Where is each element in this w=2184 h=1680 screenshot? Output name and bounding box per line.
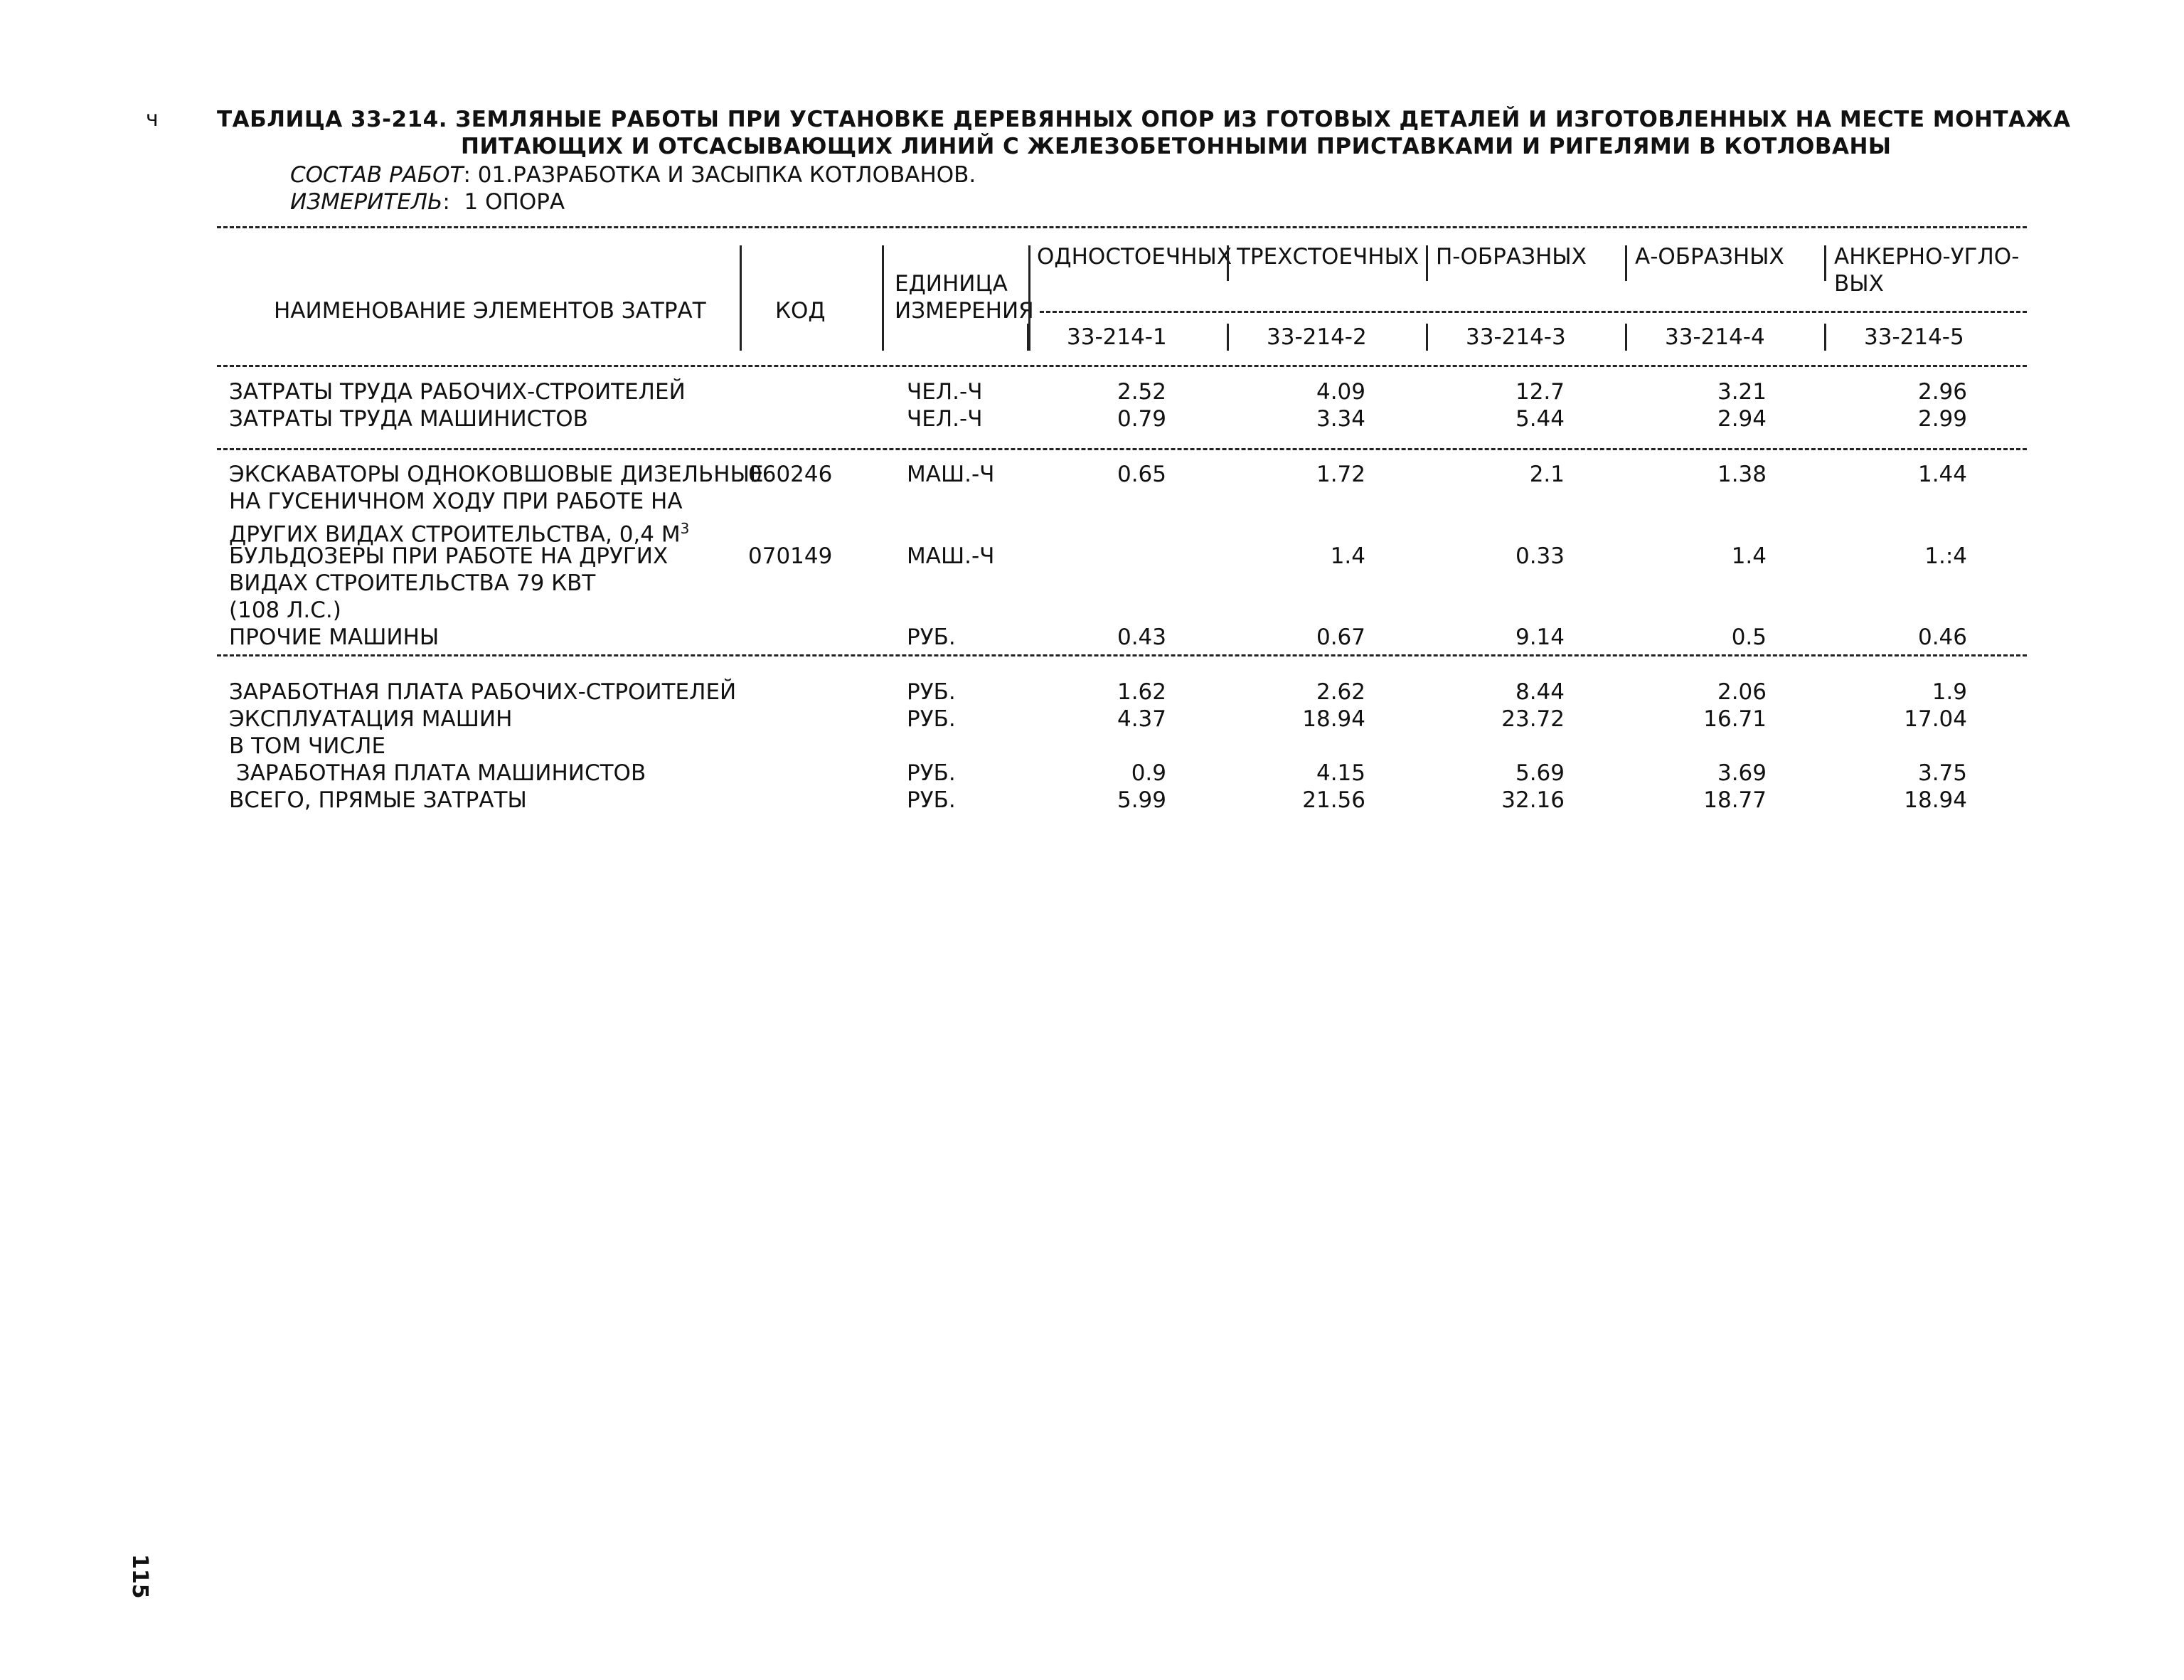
corner-mark: ч xyxy=(146,107,159,132)
rule-line xyxy=(217,654,2027,656)
row-value-5: 1.9 xyxy=(1932,679,1967,705)
row-value-3: 32.16 xyxy=(1501,787,1565,813)
row-value-1: 5.99 xyxy=(1117,787,1166,813)
row-value-5: 1.:4 xyxy=(1924,543,1967,569)
row-value-3: 23.72 xyxy=(1501,706,1565,732)
unit-value: : 1 ОПОРА xyxy=(442,189,565,215)
row-unit: ЧЕЛ.-Ч xyxy=(907,406,983,432)
row-value-3: 8.44 xyxy=(1515,679,1565,705)
row-value-4: 2.06 xyxy=(1717,679,1767,705)
row-code: 060246 xyxy=(748,462,833,487)
row-unit: ЧЕЛ.-Ч xyxy=(907,379,983,405)
header-group-5: АНКЕРНО-УГЛО- xyxy=(1834,244,2020,270)
header-unit-2: ИЗМЕРЕНИЯ xyxy=(895,298,1034,324)
header-group-code-4: 33-214-4 xyxy=(1665,324,1765,350)
row-code: 070149 xyxy=(748,543,833,569)
row-value-1: 2.52 xyxy=(1117,379,1166,405)
row-unit: МАШ.-Ч xyxy=(907,543,995,569)
rule-line xyxy=(217,448,2027,450)
row-unit: РУБ. xyxy=(907,679,956,705)
row-unit: МАШ.-Ч xyxy=(907,462,995,487)
row-value-3: 0.33 xyxy=(1515,543,1565,569)
column-separator xyxy=(1426,245,1428,281)
row-name: ВСЕГО, ПРЯМЫЕ ЗАТРАТЫ xyxy=(229,787,527,813)
header-unit-1: ЕДИНИЦА xyxy=(895,271,1008,297)
header-code: КОД xyxy=(775,298,826,324)
work-composition xyxy=(290,162,976,188)
header-group-code-5: 33-214-5 xyxy=(1864,324,1964,350)
row-value-4: 1.38 xyxy=(1717,462,1767,487)
row-value-2: 18.94 xyxy=(1302,706,1365,732)
table-title-line1: ТАБЛИЦА 33-214. ЗЕМЛЯНЫЕ РАБОТЫ ПРИ УСТАНОВКЕ ДЕРЕВЯННЫХ ОПОР ИЗ ГОТОВЫХ ДЕТАЛЕЙ И ИЗГОТОВЛЕННЫХ НА МЕСТЕ МОНТАЖА xyxy=(217,107,2071,132)
rule-line xyxy=(1040,311,2027,313)
row-name: БУЛЬДОЗЕРЫ ПРИ РАБОТЕ НА ДРУГИХ xyxy=(229,543,668,569)
row-value-5: 0.46 xyxy=(1917,624,1967,650)
row-value-2: 0.67 xyxy=(1316,624,1365,650)
column-separator xyxy=(882,245,884,351)
row-unit: РУБ. xyxy=(907,787,956,813)
row-value-1: 1.62 xyxy=(1117,679,1166,705)
header-name: НАИМЕНОВАНИЕ ЭЛЕМЕНТОВ ЗАТРАТ xyxy=(274,298,706,324)
row-value-5: 2.99 xyxy=(1917,406,1967,432)
column-separator xyxy=(740,245,742,351)
row-name: ЗАТРАТЫ ТРУДА РАБОЧИХ-СТРОИТЕЛЕЙ xyxy=(229,379,686,405)
column-separator xyxy=(1625,324,1627,351)
row-value-2: 1.4 xyxy=(1330,543,1365,569)
column-separator xyxy=(1824,245,1826,281)
row-name: ЭКСКАВАТОРЫ ОДНОКОВШОВЫЕ ДИЗЕЛЬНЫЕ xyxy=(229,462,764,487)
row-value-2: 4.09 xyxy=(1316,379,1365,405)
header-group-5-cont: ВЫХ xyxy=(1834,271,1884,297)
row-value-3: 9.14 xyxy=(1515,624,1565,650)
row-name: ЗАРАБОТНАЯ ПЛАТА РАБОЧИХ-СТРОИТЕЛЕЙ xyxy=(229,679,737,705)
row-value-1: 0.9 xyxy=(1131,760,1166,786)
header-group-code-3: 33-214-3 xyxy=(1466,324,1566,350)
row-unit: РУБ. xyxy=(907,760,956,786)
row-value-4: 3.21 xyxy=(1717,379,1767,405)
header-group-2: ТРЕХСТОЕЧНЫХ xyxy=(1237,244,1419,270)
row-value-5: 18.94 xyxy=(1904,787,1967,813)
header-group-code-1: 33-214-1 xyxy=(1067,324,1167,350)
column-separator xyxy=(1625,245,1627,281)
column-separator xyxy=(1227,324,1229,351)
column-separator xyxy=(1227,245,1229,281)
row-value-2: 1.72 xyxy=(1316,462,1365,487)
row-unit: РУБ. xyxy=(907,706,956,732)
header-group-4: А-ОБРАЗНЫХ xyxy=(1635,244,1784,270)
row-name: ЭКСПЛУАТАЦИЯ МАШИН xyxy=(229,706,513,732)
row-value-1: 4.37 xyxy=(1117,706,1166,732)
column-separator xyxy=(1824,324,1826,351)
work-label: СОСТАВ РАБОТ xyxy=(290,162,464,188)
row-value-3: 5.69 xyxy=(1515,760,1565,786)
row-value-4: 1.4 xyxy=(1731,543,1767,569)
row-name: ЗАТРАТЫ ТРУДА МАШИНИСТОВ xyxy=(229,406,588,432)
row-value-1: 0.79 xyxy=(1117,406,1166,432)
row-value-1: 0.43 xyxy=(1117,624,1166,650)
row-name: ПРОЧИЕ МАШИНЫ xyxy=(229,624,440,650)
row-name: (108 Л.С.) xyxy=(229,597,341,623)
row-value-4: 2.94 xyxy=(1717,406,1767,432)
row-value-4: 16.71 xyxy=(1703,706,1767,732)
unit-label: ИЗМЕРИТЕЛЬ xyxy=(290,189,443,215)
row-name: ДРУГИХ ВИДАХ СТРОИТЕЛЬСТВА, 0,4 $М^3$ xyxy=(229,520,690,548)
row-name: НА ГУСЕНИЧНОМ ХОДУ ПРИ РАБОТЕ НА xyxy=(229,489,683,514)
column-separator xyxy=(1426,324,1428,351)
row-value-4: 3.69 xyxy=(1717,760,1767,786)
header-group-3: П-ОБРАЗНЫХ xyxy=(1436,244,1587,270)
row-name: ЗАРАБОТНАЯ ПЛАТА МАШИНИСТОВ xyxy=(229,760,646,786)
unit-superscript: 3 xyxy=(680,520,690,537)
page-number: 115 xyxy=(127,1554,152,1599)
measure-unit xyxy=(290,189,565,215)
row-name: ВИДАХ СТРОИТЕЛЬСТВА 79 КВТ xyxy=(229,570,596,596)
row-value-2: 21.56 xyxy=(1302,787,1365,813)
row-value-3: 2.1 xyxy=(1529,462,1565,487)
row-value-2: 4.15 xyxy=(1316,760,1365,786)
row-value-3: 12.7 xyxy=(1515,379,1565,405)
work-value: : 01.РАЗРАБОТКА И ЗАСЫПКА КОТЛОВАНОВ. xyxy=(463,162,976,188)
row-value-5: 1.44 xyxy=(1917,462,1967,487)
row-value-4: 18.77 xyxy=(1703,787,1767,813)
rule-line xyxy=(217,226,2027,228)
row-value-5: 17.04 xyxy=(1904,706,1967,732)
table-title-line2: ПИТАЮЩИХ И ОТСАСЫВАЮЩИХ ЛИНИЙ С ЖЕЛЕЗОБЕТОННЫМИ ПРИСТАВКАМИ И РИГЕЛЯМИ В КОТЛОВАНЫ xyxy=(461,134,1892,159)
rule-line xyxy=(217,365,2027,367)
row-value-2: 2.62 xyxy=(1316,679,1365,705)
row-value-3: 5.44 xyxy=(1515,406,1565,432)
column-separator xyxy=(1027,324,1029,351)
row-value-2: 3.34 xyxy=(1316,406,1365,432)
row-value-5: 3.75 xyxy=(1917,760,1967,786)
row-value-1: 0.65 xyxy=(1117,462,1166,487)
header-group-code-2: 33-214-2 xyxy=(1267,324,1367,350)
row-value-4: 0.5 xyxy=(1731,624,1767,650)
header-group-1: ОДНОСТОЕЧНЫХ xyxy=(1037,244,1232,270)
row-unit: РУБ. xyxy=(907,624,956,650)
row-name: В ТОМ ЧИСЛЕ xyxy=(229,733,386,759)
row-value-5: 2.96 xyxy=(1917,379,1967,405)
